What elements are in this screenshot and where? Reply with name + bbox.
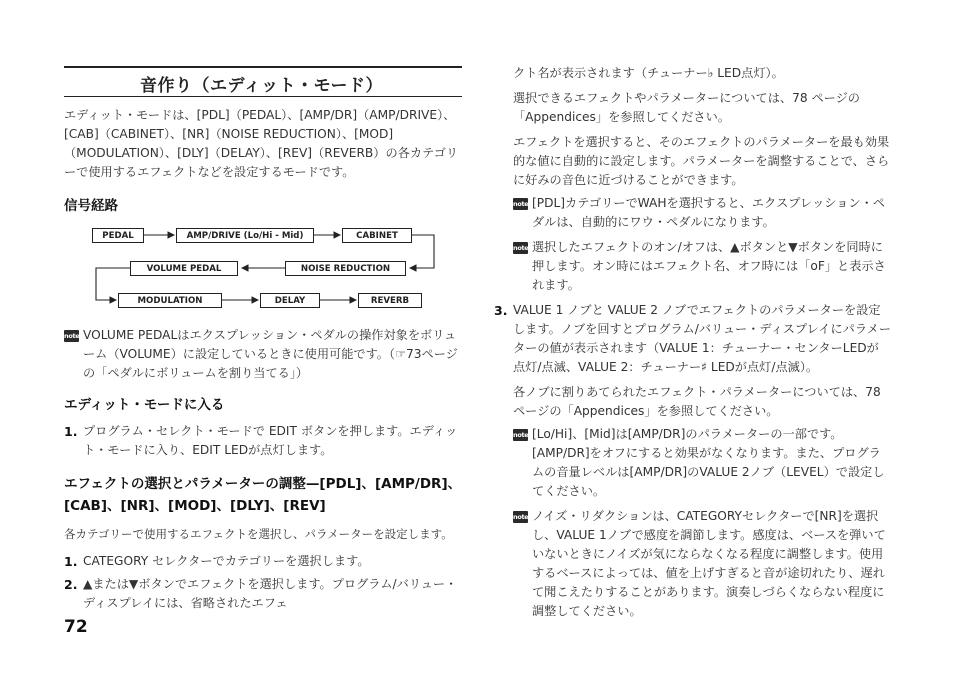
block-volume-pedal: VOLUME PEDAL xyxy=(130,261,238,276)
block-pedal: PEDAL xyxy=(92,228,144,243)
select-step-3 xyxy=(494,301,891,377)
effect-select-heading: エフェクトの選択とパラメーターの調整—[PDL]、[AMP/DR]、[CAB]、[NR]、[MOD]、[DLY]、[REV] xyxy=(64,476,462,514)
note-on-off xyxy=(513,238,891,295)
effect-select-lead: 各カテゴリーで使用するエフェクトを選択し、パラメーターを設定します。 xyxy=(64,527,453,541)
note-wah xyxy=(513,194,891,232)
intro-text: エディット・モードは、[PDL]（PEDAL）、[AMP/DR]（AMP/DRIVE）、[CAB]（CABINET）、[NR]（NOISE REDUCTION）、[MOD]（MODULATION）、[DLY]（DELAY）、[REV]（REVERB）の各カテゴリーで使用するエフェクトなどを設定するモードです。 xyxy=(64,108,459,179)
note-text: ノイズ・リダクションは、CATEGORYセレクターで[NR]を選択し、VALUE 1ノブで感度を調節します。感度は、ベースを弾いていないときにノイズが気にならなくなる程度に調整します。使用するベースによっては、値を上げすぎると音が途切れたり、遅れて聞こえたりすることがあります。演奏しづらくならない程度に調整してください。 xyxy=(532,509,886,618)
left-column xyxy=(64,64,462,613)
edit-step-1 xyxy=(64,422,462,460)
note-text: VOLUME PEDALはエクスプレッション・ペダルの操作対象をボリューム（VOLUME）に設定しているときに使用可能です。（☞73ページの「ペダルにボリュームを割り当てる」） xyxy=(83,328,458,380)
step-number: 2. xyxy=(64,577,78,592)
note-volume-pedal xyxy=(64,326,462,383)
note-text: [Lo/Hi]、[Mid]は[AMP/DR]のパラメーターの一部です。[AMP/DR]をオフにすると効果がなくなります。また、プログラムの音量レベルは[AMP/DR]のVALUE 2ノブ（LEVEL）で設定してください。 xyxy=(532,427,885,498)
block-cabinet: CABINET xyxy=(342,228,412,243)
block-noise-reduction: NOISE REDUCTION xyxy=(285,261,406,276)
section-title-bar xyxy=(64,66,462,97)
step-text: ▲または▼ボタンでエフェクトを選択します。プログラム/バリュー・ディスプレイには、省略されたエフェ xyxy=(83,577,458,610)
step-text: プログラム・セレクト・モードで EDIT ボタンを押します。エディット・モードに入り、EDIT LEDが点灯します。 xyxy=(83,424,458,457)
block-amp-drive: AMP/DRIVE (Lo/Hi - Mid) xyxy=(176,228,314,243)
block-modulation: MODULATION xyxy=(118,293,222,308)
continued-text: クト名が表示されます（チューナー♭ LED点灯）。 xyxy=(513,66,784,80)
note-text: 選択したエフェクトのオン/オフは、▲ボタンと▼ボタンを同時に押します。オン時にはエフェクト名、オフ時には「oF」と表示されます。 xyxy=(532,240,886,292)
section-title: 音作り（エディット・モード） xyxy=(140,76,383,96)
step-text: CATEGORY セレクターでカテゴリーを選択します。 xyxy=(83,554,370,568)
appendices-ref-2: 各ノブに割りあてられたエフェクト・パラメーターについては、78 ページの「Appendices」を参照してください。 xyxy=(513,385,881,418)
block-delay: DELAY xyxy=(260,293,320,308)
note-icon: note xyxy=(513,431,529,439)
auto-param-text: エフェクトを選択すると、そのエフェクトのパラメーターを最も効果的な値に自動的に設定します。パラメーターを調整することで、さらに好みの音色に近づけることができます。 xyxy=(513,135,890,187)
select-step-1 xyxy=(64,552,462,571)
note-text: [PDL]カテゴリーでWAHを選択すると、エクスプレッション・ペダルは、自動的にワウ・ペダルになります。 xyxy=(532,196,885,229)
note-noise-reduction xyxy=(513,507,891,621)
step-text: VALUE 1 ノブと VALUE 2 ノブでエフェクトのパラメーターを設定します。ノブを回すとプログラム/バリュー・ディスプレイにパラメーターの値が表示されます（VALUE 1：チューナー・センターLEDが点灯/点滅、VALUE 2：チューナー♯ LEDが点灯/点滅）。 xyxy=(513,303,892,374)
note-icon: note xyxy=(64,332,80,340)
step-number: 3. xyxy=(494,303,508,318)
step-number: 1. xyxy=(64,424,78,439)
select-step-2 xyxy=(64,575,462,613)
page-number: 72 xyxy=(64,617,88,637)
block-reverb: REVERB xyxy=(358,293,422,308)
enter-edit-heading: エディット・モードに入る xyxy=(64,397,225,413)
note-icon: note xyxy=(513,244,529,252)
right-column xyxy=(494,64,892,621)
signal-path-diagram xyxy=(64,222,462,312)
note-icon: note xyxy=(513,513,529,521)
appendices-ref-1: 選択できるエフェクトやパラメーターについては、78 ページの「Appendices」を参照してください。 xyxy=(513,91,860,124)
step-number: 1. xyxy=(64,554,78,569)
note-icon: note xyxy=(513,200,529,208)
note-lo-hi-mid xyxy=(513,425,891,501)
signal-path-heading: 信号経路 xyxy=(64,198,118,214)
